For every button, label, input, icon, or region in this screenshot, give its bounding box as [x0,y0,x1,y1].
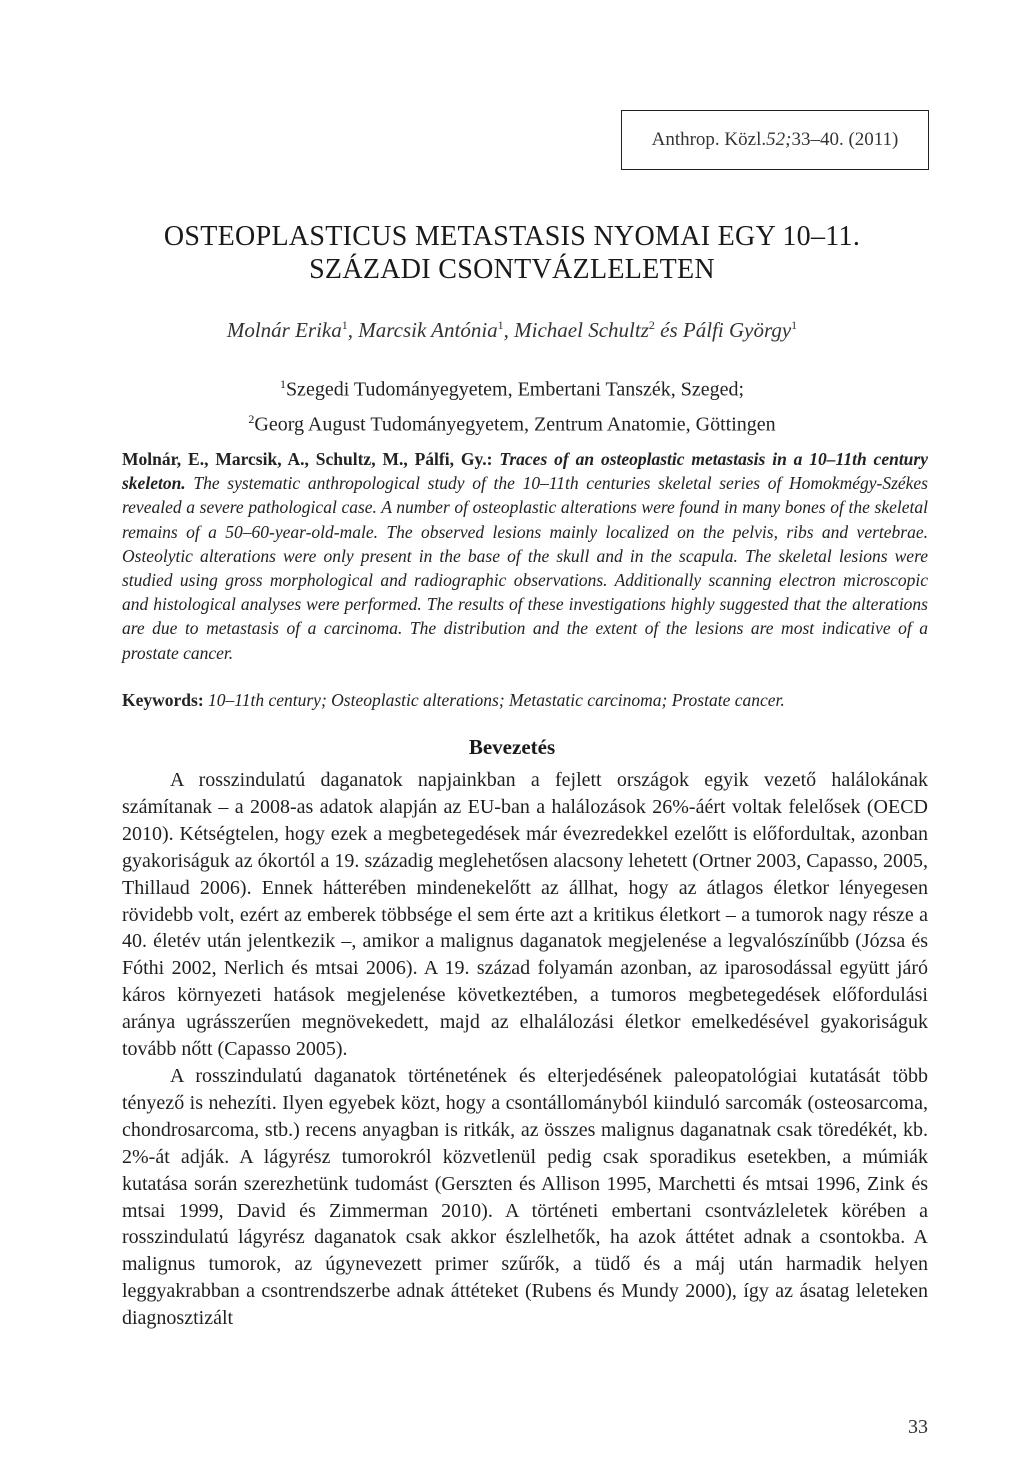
author-affil-mark: 2 [648,318,655,332]
author-affil-mark: 1 [497,318,504,332]
english-abstract [122,447,928,665]
citation-prefix: Anthrop. Közl. [651,129,767,150]
section-heading: Bevezetés [468,735,556,759]
abstract-title: Traces of an osteoplastic metastasis in a 10–11th century skeleton. [122,449,928,494]
keywords [122,688,928,712]
article-title [100,220,924,286]
affiliation [100,405,924,440]
author-name: Marcsik Antónia [358,318,498,342]
author-separator: , [503,318,515,342]
author-affil-mark: 1 [791,318,798,332]
author-name: Michael Schultz [514,318,649,342]
keywords-label: Keywords: [122,690,209,710]
author-name: Pálfi György [682,318,792,342]
affiliation [100,370,924,405]
author-separator: és [654,318,683,342]
affiliation-text: Szegedi Tudományegyetem, Embertani Tanszék, Szeged; [285,378,745,401]
title-line-1: OSTEOPLASTICUS METASTASIS NYOMAI EGY 10–11. [163,221,861,252]
paragraph: A rosszindulatú daganatok történetének és elterjedésének paleopatológiai kutatását több tényező is nehezíti. Ilyen egyebek közt, hogy a csontállományból kiinduló sarcomák (osteosarcoma, chondrosarcoma, stb.) recens anyagban is ritkák, az összes malignus daganatnak csak töredékét, kb. 2%-át adják. A lágyrész tumorokról közvetlenül pedig csak sporadikus esetekben, a múmiák kutatása során szerezhetünk tudomást (Gerszten és Allison 1995, Marchetti és mtsai 1996, Zink és mtsai 1999, David és Zimmerman 2010). A történeti embertani csontvázleletek körében a rosszindulatú lágyrész daganatok csak akkor észlelhetők, ha azok áttétet adnak a csontokba. A malignus tumorok, az úgynevezett primer szűrők, a tüdő és a máj után harmadik helyen leggyakrabban a csontrendszerbe adnak áttéteket (Rubens és Mundy 2000), így az ásatag leleteken diagnosztizált [122,1064,928,1330]
keywords-text: 10–11th century; Osteoplastic alterations; Metastatic carcinoma; Prostate cancer. [208,690,785,710]
author-separator: , [347,318,359,342]
title-line-2: SZÁZADI CSONTVÁZLELETEN [309,254,715,285]
affiliation-mark: 1 [279,377,286,391]
page-number: 33 [908,1416,928,1438]
abstract-body: The systematic anthropological study of the 10–11th centuries skeletal series of Homokmégy-Székes revealed a severe pathological case. A number of osteoplastic alterations were found in many bones of the skeletal remains of a 50–60-year-old-male. The observed lesions mainly localized on the pelvis, ribs and vertebrae. Osteolytic alterations were only present in the base of the skull and in the scapula. The skeletal lesions were studied using gross morphological and radiographic observations. Additionally scanning electron microscopic and histological analyses were performed. The results of these investigations highly suggested that the alterations are due to metastasis of a carcinoma. The distribution and the extent of the lesions are most indicative of a prostate cancer. [122,473,928,663]
citation-box [621,110,929,170]
abstract-authors: Molnár, E., Marcsik, A., Schultz, M., Pálfi, Gy.: [122,449,500,469]
author-name: Molnár Erika [226,318,342,342]
author-affil-mark: 1 [341,318,348,332]
citation-volume: 52; [766,129,792,150]
author-list [100,318,924,343]
affiliation-text: Georg August Tudományegyetem, Zentrum Anatomie, Göttingen [254,413,776,436]
affiliations [100,370,924,439]
paragraph: A rosszindulatú daganatok napjainkban a fejlett országok egyik vezető halálokának számítanak – a 2008-as adatok alapján az EU-ban a halálozások 26%-áért voltak felelősek (OECD 2010). Kétségtelen, hogy ezek a megbetegedések már évezredekkel ezelőtt is előfordultak, azonban gyakoriságuk az ókortól a 19. századig meglehetősen alacsony lehetett (Ortner 2003, Capasso, 2005, Thillaud 2006). Ennek hátterében mindenekelőtt az állhat, hogy az átlagos életkor lényegesen rövidebb volt, ezért az emberek többsége el sem érte azt a kritikus életkort – a tumorok nagy része a 40. életév után jelentkezik –, amikor a malignus daganatok megjelenése a legvalószínűbb (Józsa és Fóthi 2002, Nerlich és mtsai 2006). A 19. század folyamán azonban, az iparosodással együtt járó káros környezeti hatások megjelenése következtében, a tumoros megbetegedések előfordulási aránya ugrásszerűen megnövekedett, majd az elhalálozási életkor emelkedésével gyakoriságuk tovább nőtt (Capasso 2005). [122,769,928,1061]
body-text [122,767,928,1332]
affiliation-mark: 2 [248,411,255,426]
citation-suffix: 33–40. (2011) [791,129,899,150]
